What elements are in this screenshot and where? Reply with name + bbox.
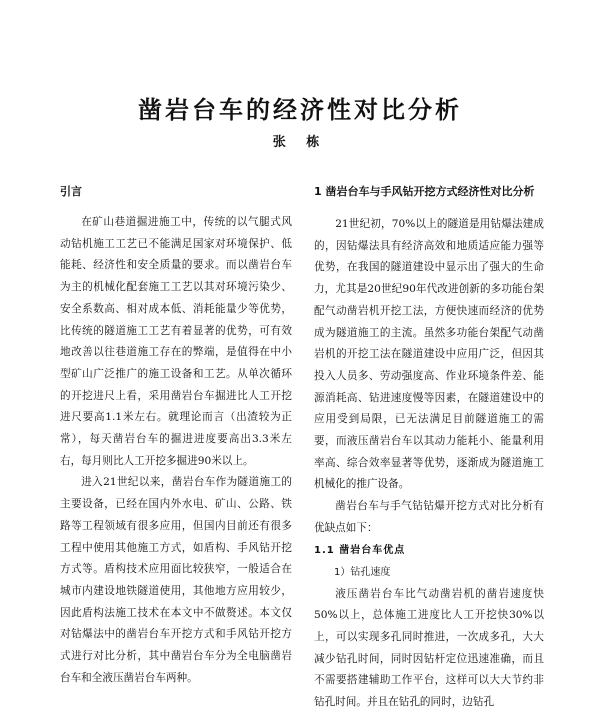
list-item-drilling-speed: 1）钻孔速度 [334,566,391,578]
left-column [60,181,292,689]
article-title: 凿岩台车的经济性对比分析 [138,95,462,124]
paragraph: 进入21世纪以来，凿岩台车作为隧道施工的主要设备，已经在国内外水电、矿山、公路、铁路等工程领域有很多应用，但国内目前还有很多工程中使用其他施工方式，如盾构、手风钻开挖方式等。盾构技术应用面比较狭窄，一般适合在城市内建设地铁隧道使用，其他地方应用较少，因此盾构法施工技术在本文中不做赘述。本文仅对钻爆法中的凿岩台车开挖方式和手风钻开挖方式进行对比分析，其中凿岩台车分为全电脑凿岩台车和全液压凿岩台车两种。 [60,476,292,684]
subsection-heading-1-1: 1.1 凿岩台车优点 [314,544,406,556]
section-heading-1: 1 凿岩台车与手风钻开挖方式经济性对比分析 [314,185,535,198]
paragraph: 凿岩台车与手气钻钻爆开挖方式对比分析有优缺点如下： [314,500,544,534]
paragraph: 21世纪初，70%以上的隧道是用钻爆法建成的，因钻爆法具有经济高效和地质适应能力强等优势，在我国的隧道建设中显示出了强大的生命力，尤其是20世纪90年代改进创新的多功能台架配气动凿岩机开挖工法，方便快速而经济的优势成为隧道施工的主流。虽然多功能台架配气动凿岩机的开挖工法在隧道建设中应用广泛，但因其投入人员多、劳动强度高、作业环境条件差、能源消耗高、钻进速度慢等因素，在隧道建设中的应用受到局限，已无法满足目前隧道施工的需要，而液压凿岩台车以其动力能耗小、能量利用率高、综合效率显著等优势，逐渐成为隧道施工机械化的推广设备。 [314,218,544,491]
section-heading-introduction: 引言 [60,185,82,198]
right-column [314,181,544,714]
paragraph: 液压凿岩台车比气动凿岩机的凿岩速度快50%以上，总体施工进度比人工开挖快30%以上，可以实现多孔同时推进，一次成多孔，大大减少钻孔时间，同时因钻杆定位迅速准确，而且不需要搭建辅助工作平台，这样可以大大节约非钻孔时间。并且在钻孔的同时，边钻孔 [314,587,544,709]
article-author: 张 栋 [272,135,328,150]
paragraph: 在矿山巷道掘进施工中，传统的以气腿式风动钻机施工工艺已不能满足国家对环境保护、低能耗、经济性和安全质量的要求。而以凿岩台车为主的机械化配套施工工艺以其对环境污染少、安全系数高、相对成本低、消耗能量少等优势，比传统的隧道施工工艺有着显著的优势，可有效地改善以往巷道施工存在的弊端，是值得在中小型矿山广泛推广的施工设备和工艺。从单次循环的开挖进尺上看，采用凿岩台车掘进比人工开挖进尺要高1.1米左右。就理论而言（出渣较为正常），每天凿岩台车的掘进进度要高出3.3米左右，每月则比人工开挖多掘进90米以上。 [60,216,292,467]
